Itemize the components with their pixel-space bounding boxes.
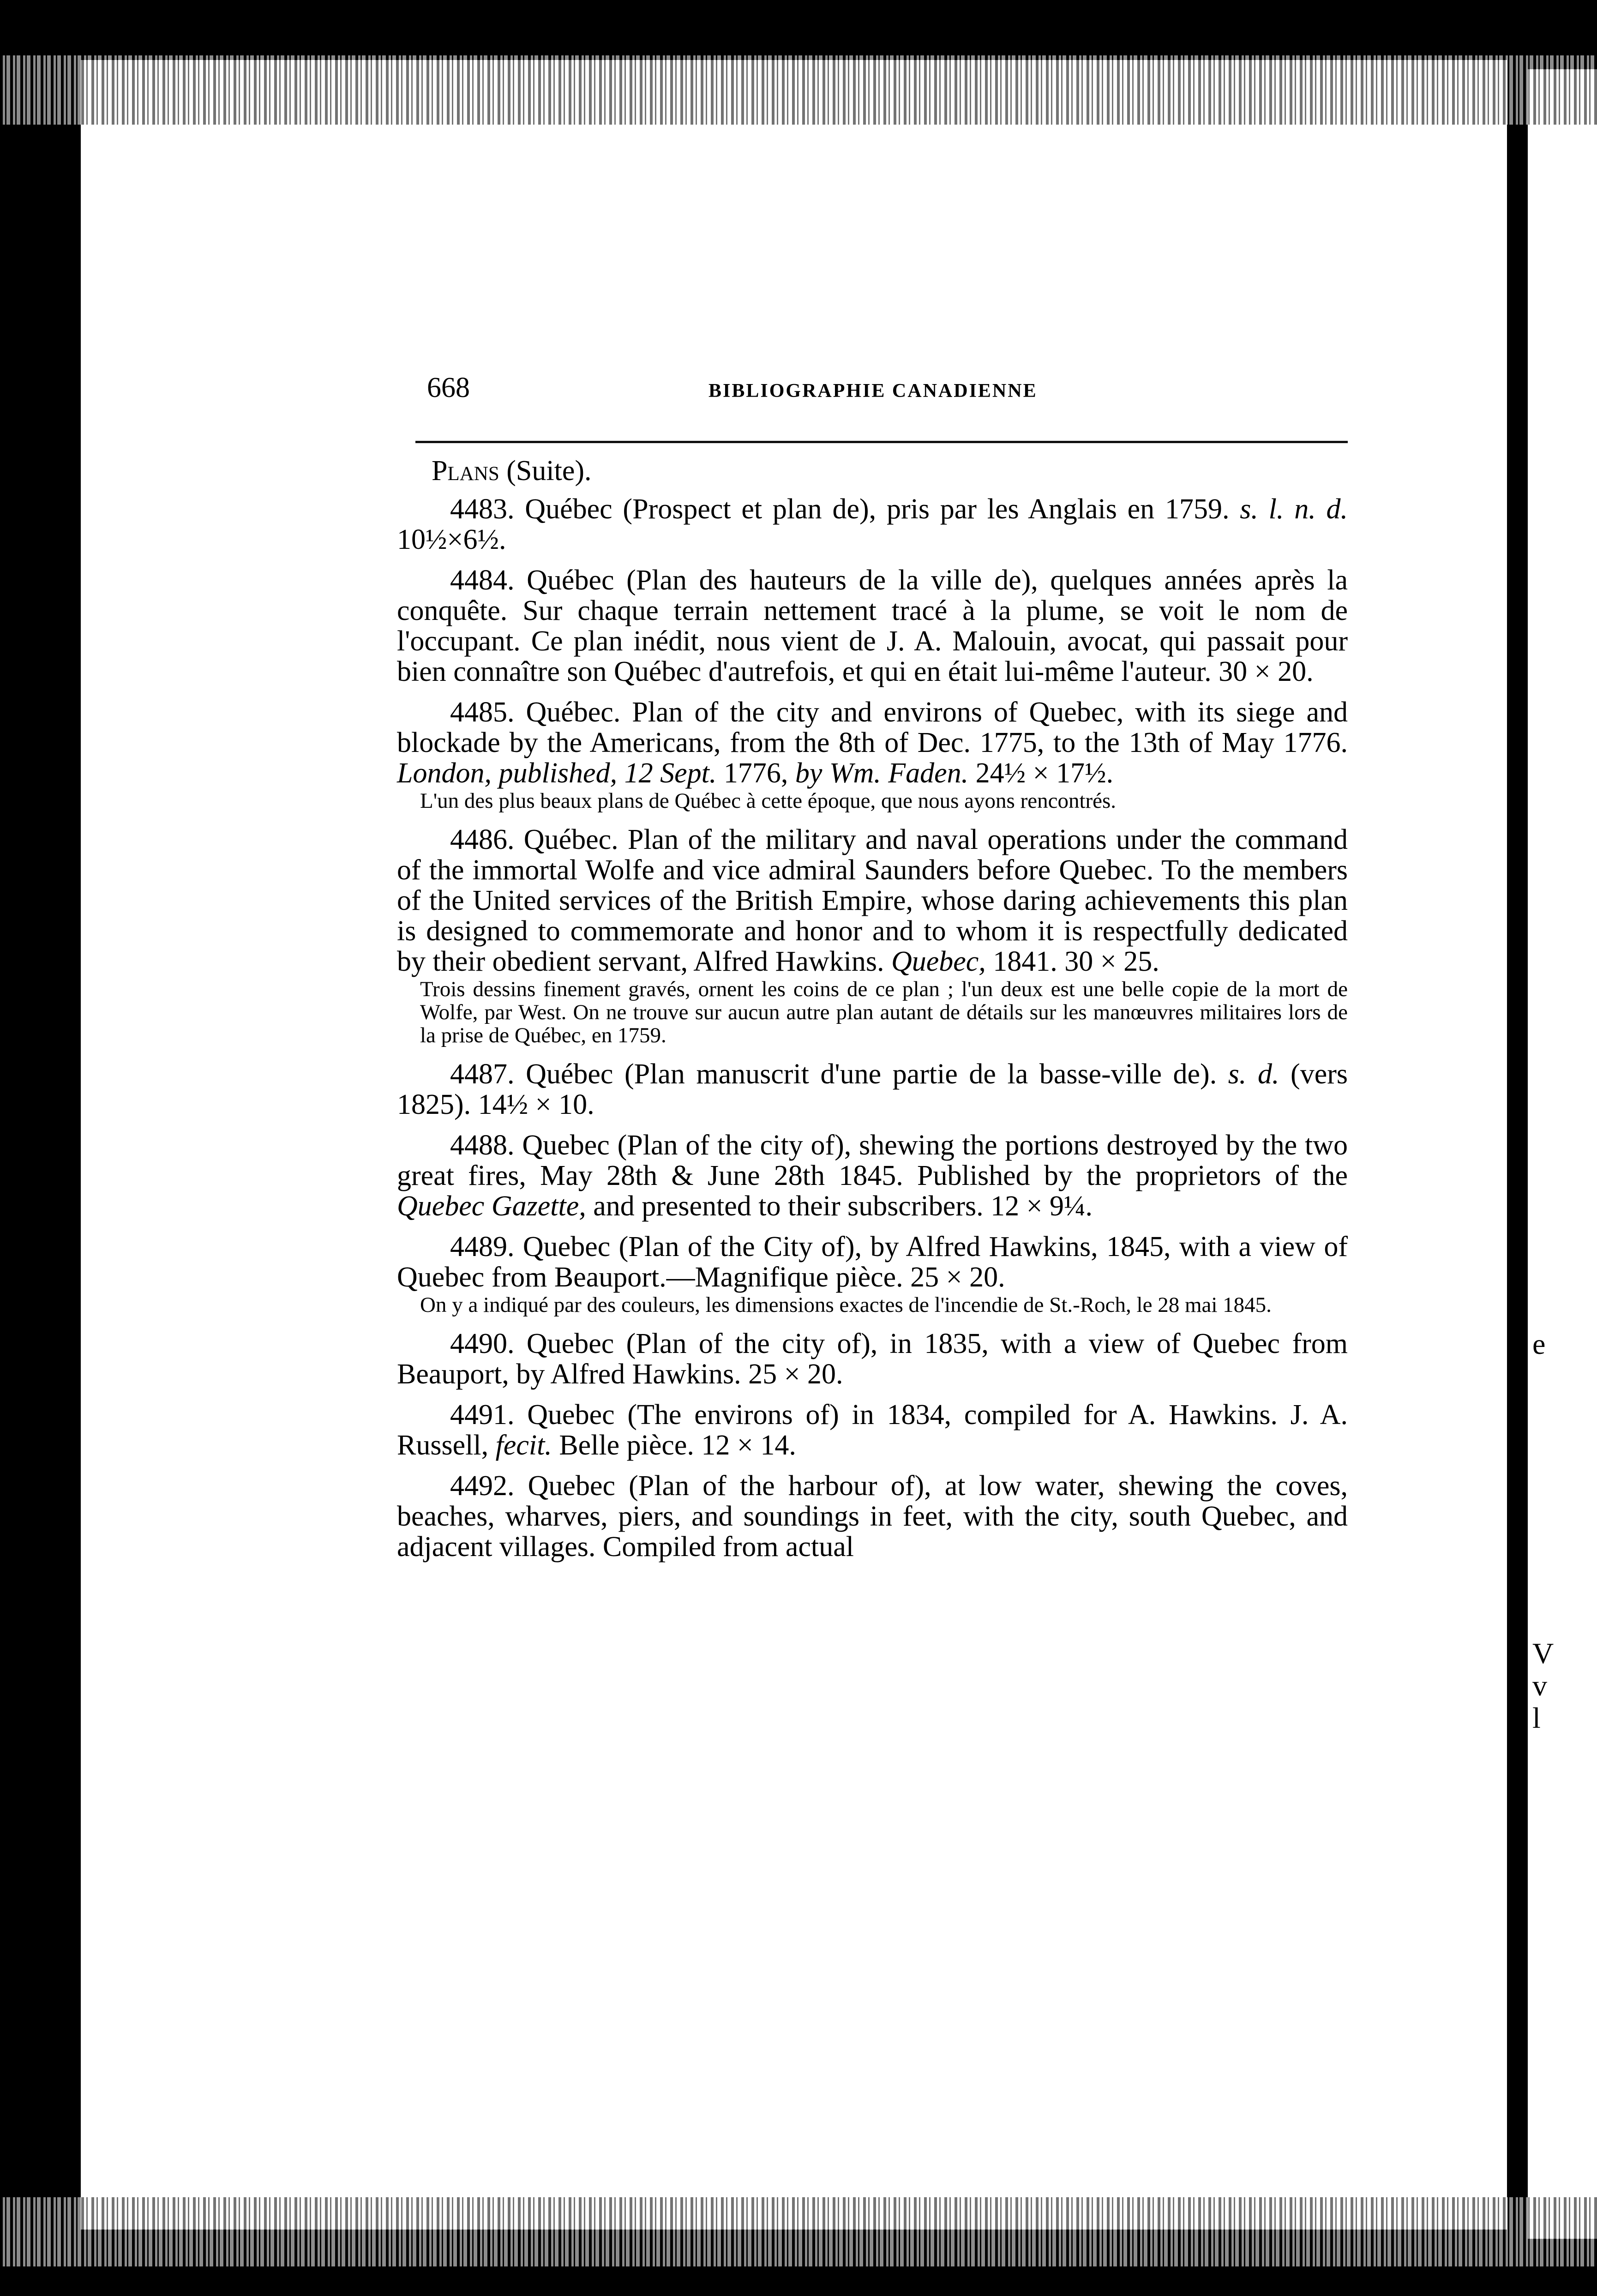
entry-number: 4488. [450, 1130, 515, 1161]
entry-italic: s. l. n. d. [1240, 493, 1348, 525]
entry-note: L'un des plus beaux plans de Québec à cette époque, que nous ayons rencontrés. [420, 789, 1117, 813]
entry-text: Belle pièce. 12 × 14. [552, 1430, 796, 1461]
entry-italic: London, published, 12 Sept. [397, 757, 717, 789]
entry-4488 [397, 1130, 1348, 1221]
scan-noise-top [0, 55, 1597, 125]
entry-number: 4487. [450, 1058, 515, 1090]
entry-4489 [397, 1232, 1348, 1292]
entry-italic: Quebec, [891, 946, 986, 977]
entry-number: 4489. [450, 1231, 515, 1262]
adjacent-page-edge [1528, 69, 1597, 2239]
entry-text: 1776, [716, 757, 795, 789]
entry-text: Québec. Plan of the city and environs of Quebec, with its siege and blockade by the Americans, from the 8th of Dec. 1775, to the 13th of May 1776. [397, 697, 1348, 758]
entry-text: Quebec (The environs of) in 1834, compiled for A. Hawkins. J. A. Russell, [397, 1399, 1348, 1461]
entry-4483 [397, 494, 1348, 555]
running-header [427, 372, 1345, 422]
entry-text: Quebec (Plan of the city of), shewing the portions destroyed by the two great fires, May 28th & June 28th 1845. Published by the proprietors of the [397, 1130, 1348, 1191]
header-rule [415, 441, 1348, 443]
entry-4490 [397, 1328, 1348, 1389]
entry-note: Trois dessins finement gravés, ornent les coins de ce plan ; l'un deux est une belle copie de la mort de Wolfe, par West. On ne trouve sur aucun autre plan autant de détails sur les manœuvres militaires lors de la prise de Québec, en 1759. [420, 977, 1348, 1047]
page-number: 668 [427, 372, 470, 403]
section-heading [432, 455, 592, 487]
entry-number: 4491. [450, 1399, 515, 1430]
entry-4485 [397, 697, 1348, 788]
entry-text: Quebec (Plan of the harbour of), at low water, shewing the coves, beaches, wharves, piers, and soundings in feet, with the city, south Quebec, and adjacent villages. Compiled from actual [397, 1470, 1348, 1563]
entry-text: Quebec (Plan of the City of), by Alfred Hawkins, 1845, with a view of Quebec from Beauport.—Magnifique pièce. 25 × 20. [397, 1231, 1348, 1293]
bibliography-entries [397, 494, 1348, 1572]
edge-fragment: v [1532, 1669, 1547, 1702]
entry-italic: fecit. [495, 1430, 552, 1461]
entry-text: 24½ × 17½. [968, 757, 1114, 789]
entry-number: 4483. [450, 493, 515, 525]
entry-text: Québec (Plan des hauteurs de la ville de), quelques années après la conquête. Sur chaque terrain nettement tracé à la plume, se voit le nom de l'occupant. Ce plan inédit, nous vient de J. A. Malouin, avocat, qui passait pour bien connaître son Québec d'autrefois, et qui en était lui-même l'auteur. 30 × 20. [397, 565, 1348, 687]
entry-text: Québec. Plan of the military and naval operations under the command of the immortal Wolfe and vice admiral Saunders before Quebec. To the members of the United services of the British Empire, whose daring achievements this plan is designed to commemorate and honor and to whom it is respectfully dedicated by their obedient servant, Alfred Hawkins. [397, 824, 1348, 977]
running-title: BIBLIOGRAPHIE CANADIENNE [708, 380, 1038, 402]
edge-fragment: l [1532, 1701, 1541, 1734]
scan-noise-bottom [0, 2197, 1597, 2266]
edge-fragment: e [1532, 1328, 1546, 1360]
entry-text: 10½×6½. [397, 524, 506, 555]
section-heading-rest: (Suite). [499, 455, 592, 487]
entry-text: Québec (Prospect et plan de), pris par les Anglais en 1759. [514, 493, 1240, 525]
entry-italic: s. d. [1228, 1058, 1279, 1090]
entry-text: and presented to their subscribers. 12 × 9¼. [586, 1190, 1093, 1222]
section-heading-main: Plans [432, 455, 499, 487]
entry-text: Quebec (Plan of the city of), in 1835, with a view of Quebec from Beauport, by Alfred Hawkins. 25 × 20. [397, 1328, 1348, 1390]
entry-4492 [397, 1471, 1348, 1562]
entry-number: 4485. [450, 697, 515, 728]
entry-number: 4486. [450, 824, 515, 855]
entry-note: On y a indiqué par des couleurs, les dimensions exactes de l'incendie de St.-Roch, le 28 mai 1845. [420, 1293, 1272, 1317]
entry-text: Québec (Plan manuscrit d'une partie de la basse-ville de). [514, 1058, 1228, 1090]
entry-4491 [397, 1400, 1348, 1461]
entry-italic: Quebec Gazette, [397, 1190, 586, 1222]
entry-4486 [397, 824, 1348, 977]
entry-text: 1841. 30 × 25. [985, 946, 1159, 977]
entry-4484 [397, 565, 1348, 687]
entry-italic: by Wm. Faden. [795, 757, 969, 789]
edge-fragment: V [1532, 1637, 1554, 1670]
entry-number: 4484. [450, 565, 515, 596]
entry-text: (vers 1825). 14½ × 10. [397, 1058, 1348, 1120]
entry-number: 4492. [450, 1470, 515, 1502]
entry-4487 [397, 1059, 1348, 1120]
entry-number: 4490. [450, 1328, 515, 1359]
